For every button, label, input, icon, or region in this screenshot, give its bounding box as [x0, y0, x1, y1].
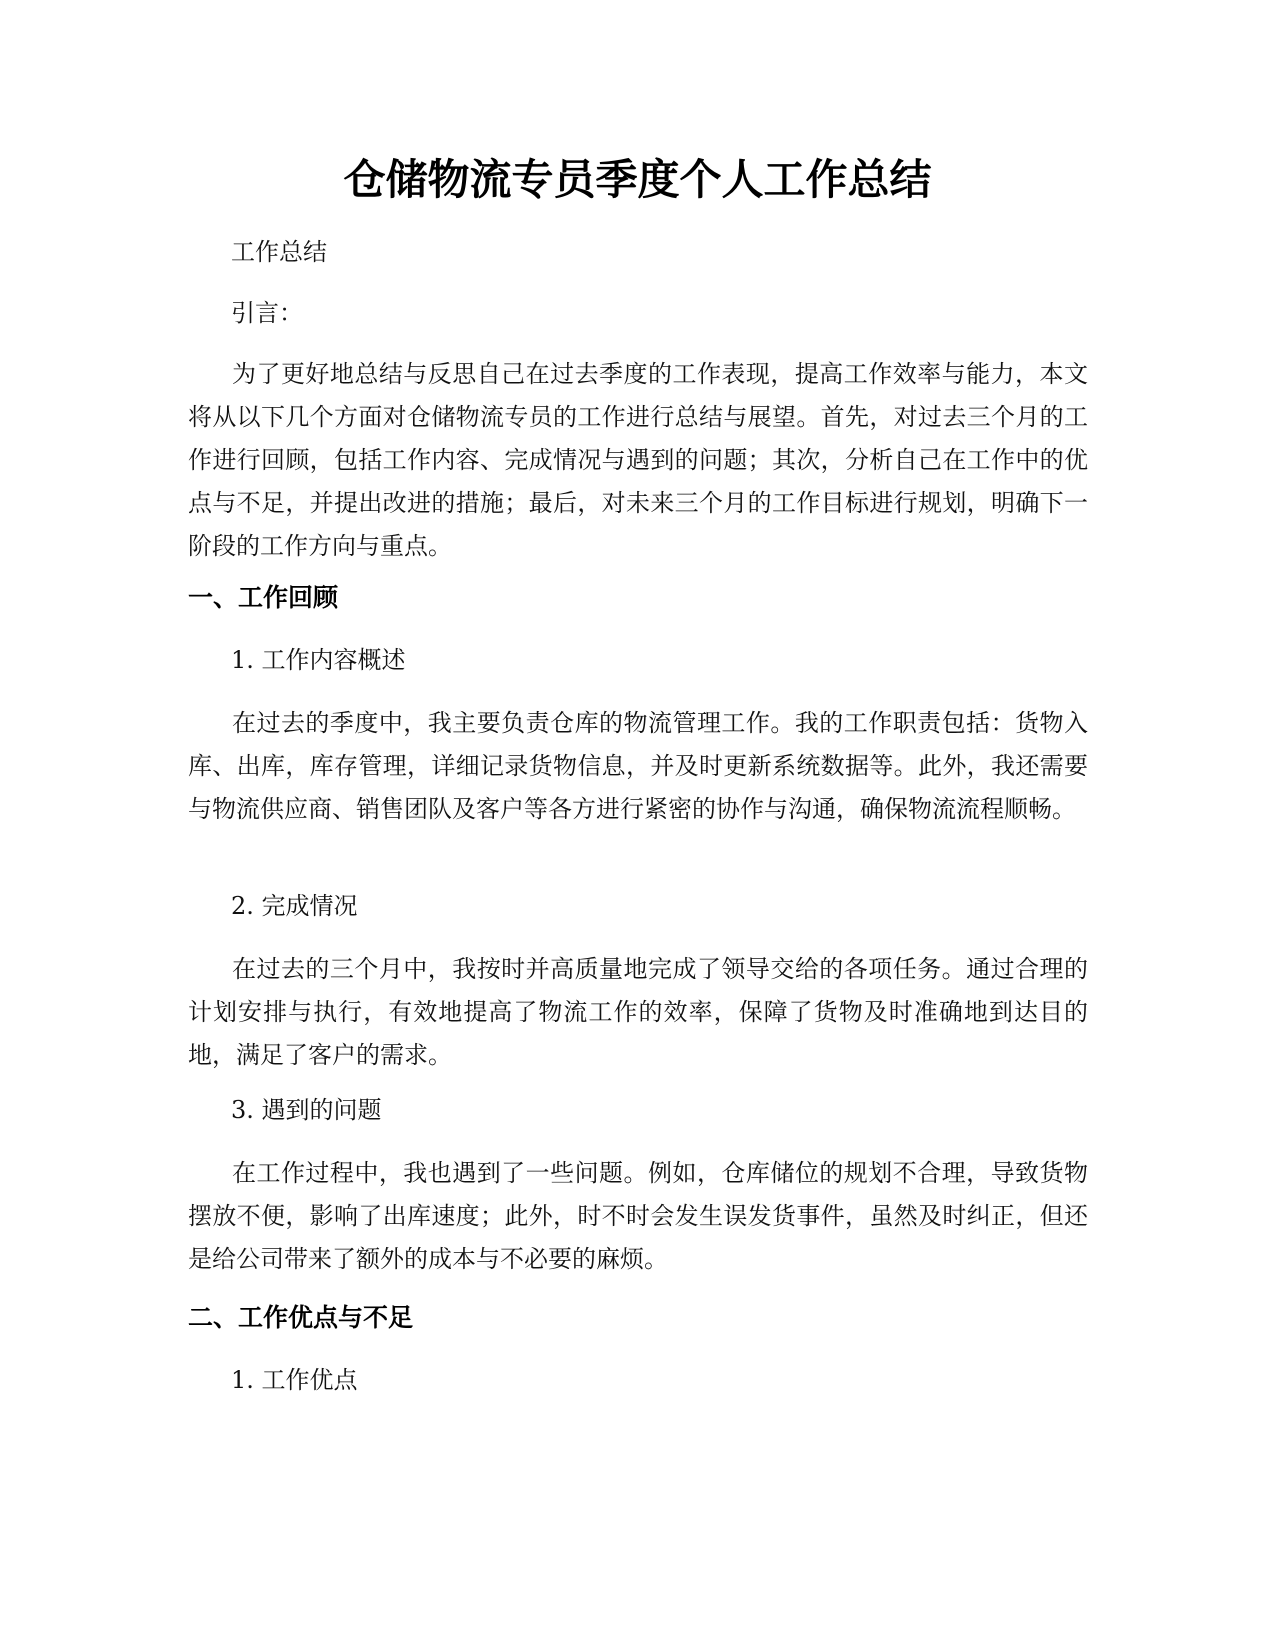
section-heading-strengths-weaknesses: 二、工作优点与不足 — [188, 1303, 414, 1332]
subsection-title-strengths: 1. 工作优点 — [231, 1366, 358, 1394]
intro-paragraph: 为了更好地总结与反思自己在过去季度的工作表现，提高工作效率与能力，本文将从以下几个方面对仓储物流专员的工作进行总结与展望。首先，对过去三个月的工作进行回顾，包括工作内容、完成情况与遇到的问题；其次，分析自己在工作中的优点与不足，并提出改进的措施；最后，对未来三个月的工作目标进行规划，明确下一阶段的工作方向与重点。 — [188, 360, 1088, 560]
subsection-title-completion: 2. 完成情况 — [231, 892, 358, 920]
intro-label: 引言： — [231, 299, 303, 327]
completion-paragraph: 在过去的三个月中，我按时并高质量地完成了领导交给的各项任务。通过合理的计划安排与执行，有效地提高了物流工作的效率，保障了货物及时准确地到达目的地，满足了客户的需求。 — [188, 955, 1088, 1069]
problems-paragraph: 在工作过程中，我也遇到了一些问题。例如，仓库储位的规划不合理，导致货物摆放不便，影响了出库速度；此外，时不时会发生误发货事件，虽然及时纠正，但还是给公司带来了额外的成本与不必要的麻烦。 — [188, 1159, 1088, 1273]
section-heading-review: 一、工作回顾 — [188, 583, 339, 612]
subsection-title-problems: 3. 遇到的问题 — [231, 1096, 382, 1124]
subsection-title-work-content: 1. 工作内容概述 — [231, 646, 406, 674]
document-label: 工作总结 — [231, 238, 327, 266]
document-title: 仓储物流专员季度个人工作总结 — [343, 155, 932, 204]
work-content-paragraph: 在过去的季度中，我主要负责仓库的物流管理工作。我的工作职责包括：货物入库、出库，库存管理，详细记录货物信息，并及时更新系统数据等。此外，我还需要与物流供应商、销售团队及客户等各方进行紧密的协作与沟通，确保物流流程顺畅。 — [188, 709, 1088, 823]
